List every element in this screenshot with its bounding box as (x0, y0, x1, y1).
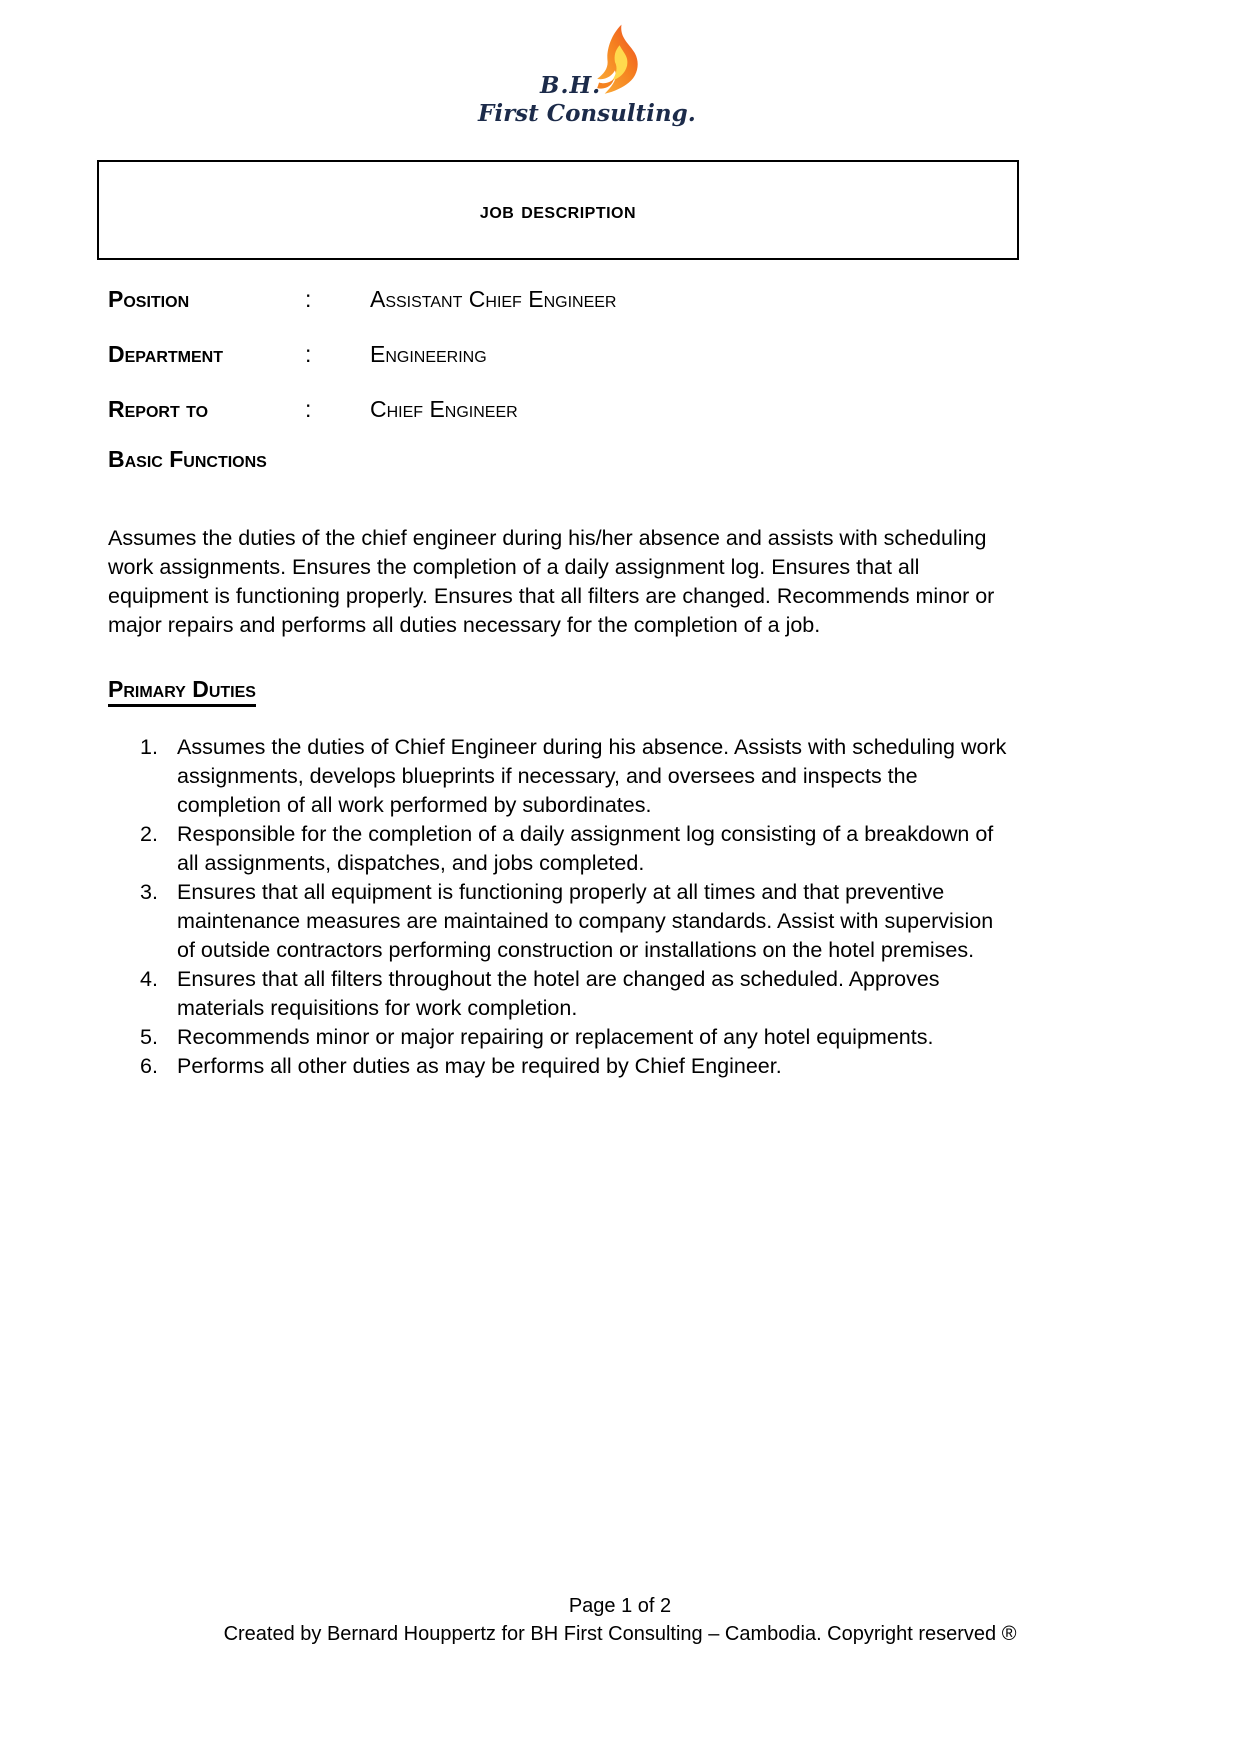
list-item-text: Responsible for the completion of a daily assignment log consisting of a breakdown of all assignments, dispatches, and jobs completed. (177, 822, 994, 875)
primary-duties-heading (108, 676, 256, 707)
list-item-number: 3. (140, 880, 158, 904)
basic-functions-heading: Basic Functions (108, 446, 267, 472)
page-footer (0, 1592, 1240, 1648)
department-value: Engineering (370, 341, 487, 367)
report-to-value: Chief Engineer (370, 396, 518, 422)
list-item (140, 733, 1012, 820)
field-colon: : (305, 286, 312, 312)
list-item (140, 820, 1012, 878)
logo-company-name: First Consulting. (478, 100, 696, 127)
page-number: Page 1 of 2 (568, 1595, 672, 1617)
list-item-number: 6. (140, 1054, 158, 1078)
job-description-title-box (97, 160, 1019, 260)
field-colon: : (305, 341, 312, 367)
list-item (140, 965, 1012, 1023)
footer-credit: Created by Bernard Houppertz for BH First Consulting – Cambodia. Copyright reserved ® (223, 1623, 1017, 1645)
report-to-label: Report to (108, 396, 209, 422)
list-item (140, 1023, 1012, 1052)
list-item (140, 878, 1012, 965)
field-row-position (108, 286, 1018, 341)
list-item (140, 1052, 1012, 1081)
basic-functions-paragraph: Assumes the duties of the chief engineer during his/her absence and assists with scheduling work assignments. Ensures the completion of a daily assignment log. Ensures that all equipment is functioning properly. Ensures that all filters are changed. Recommends minor or major repairs and performs all duties necessary for the completion of a job. (108, 526, 995, 637)
position-value: Assistant Chief Engineer (370, 286, 617, 312)
primary-duties-list (140, 733, 1012, 1081)
list-item-number: 5. (140, 1025, 158, 1049)
company-logo (478, 24, 696, 128)
field-row-department (108, 341, 1018, 396)
list-item-text: Recommends minor or major repairing or replacement of any hotel equipments. (177, 1025, 934, 1049)
page-title: job description (479, 196, 637, 223)
job-fields (108, 286, 1018, 451)
list-item-number: 1. (140, 735, 158, 759)
list-item-text: Assumes the duties of Chief Engineer during his absence. Assists with scheduling work assignments, develops blueprints if necessary, and oversees and inspects the completion of all work performed by subordinates. (177, 735, 1007, 817)
primary-duties-heading-text: Primary Duties (108, 676, 256, 707)
list-item-number: 4. (140, 967, 158, 991)
field-row-report-to (108, 396, 1018, 451)
position-label: Position (108, 286, 190, 312)
list-item-number: 2. (140, 822, 158, 846)
list-item-text: Performs all other duties as may be required by Chief Engineer. (177, 1054, 782, 1078)
field-colon: : (305, 396, 312, 422)
logo-initials: B.H. (540, 72, 602, 99)
list-item-text: Ensures that all equipment is functioning properly at all times and that preventive maintenance measures are maintained to company standards. Assist with supervision of outside contractors performing construction or installations on the hotel premises. (177, 880, 994, 962)
list-item-text: Ensures that all filters throughout the hotel are changed as scheduled. Approves materials requisitions for work completion. (177, 967, 940, 1020)
department-label: Department (108, 341, 223, 367)
